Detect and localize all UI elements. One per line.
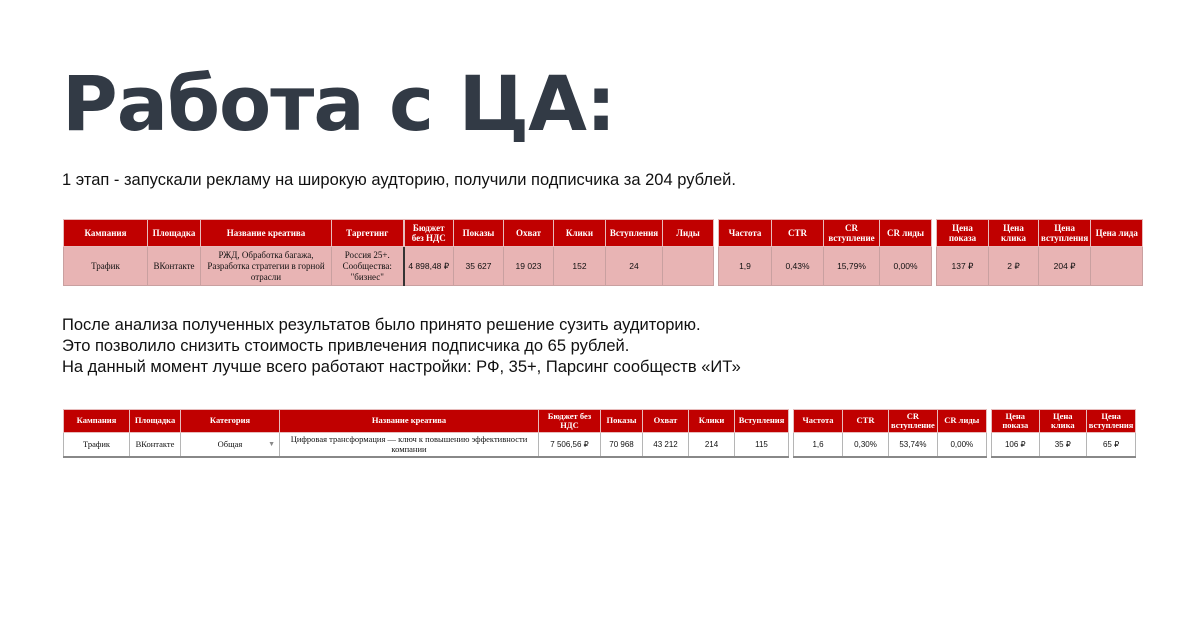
table-header-row <box>991 410 1136 433</box>
header-cell: CR вступление <box>889 410 938 433</box>
header-cell: Клики <box>689 410 735 433</box>
header-cell: Вступления <box>606 220 663 247</box>
header-cell: Площадка <box>130 410 181 433</box>
cell-joins: 115 <box>735 433 789 458</box>
header-cell: Площадка <box>148 220 201 247</box>
results-table-stage-1 <box>63 219 1143 286</box>
header-cell: Таргетинг <box>332 220 404 247</box>
header-cell: Название креатива <box>201 220 332 247</box>
cell-platform: ВКонтакте <box>130 433 181 458</box>
table-row <box>794 433 987 458</box>
header-cell: Категория <box>181 410 280 433</box>
header-cell: CR вступление <box>824 220 880 247</box>
header-cell: Цена вступления <box>1039 220 1091 247</box>
cell-cost-join: 204 ₽ <box>1039 247 1091 286</box>
page-title: Работа с ЦА: <box>62 59 616 148</box>
cell-budget: 4 898,48 ₽ <box>404 247 454 286</box>
header-cell: Охват <box>643 410 689 433</box>
analysis-paragraph <box>62 315 741 378</box>
cell-cr-leads: 0,00% <box>937 433 986 458</box>
category-dropdown[interactable] <box>181 433 280 458</box>
cell-campaign: Трафик <box>64 433 130 458</box>
table-header-row <box>64 220 714 247</box>
table-header-row <box>64 410 789 433</box>
table-row <box>937 247 1143 286</box>
category-value: Общая <box>217 438 243 449</box>
header-cell: Частота <box>719 220 772 247</box>
header-cell: Бюджет без НДС <box>539 410 601 433</box>
header-cell: Бюджет без НДС <box>404 220 454 247</box>
cell-reach: 43 212 <box>643 433 689 458</box>
cell-leads <box>663 247 714 286</box>
table-row <box>991 433 1136 458</box>
table-row <box>64 247 714 286</box>
cell-cost-click: 35 ₽ <box>1039 433 1086 458</box>
cell-impressions: 35 627 <box>454 247 504 286</box>
header-cell: Цена вступления <box>1086 410 1136 433</box>
header-cell: Клики <box>554 220 606 247</box>
cell-ctr: 0,43% <box>772 247 824 286</box>
header-cell: Вступления <box>735 410 789 433</box>
cell-creative: Цифровая трансформация — ключ к повышению эффективности компании <box>280 433 539 458</box>
cell-clicks: 152 <box>554 247 606 286</box>
table-row <box>64 433 789 458</box>
header-cell: CTR <box>772 220 824 247</box>
header-cell: Показы <box>601 410 643 433</box>
header-cell: CTR <box>843 410 889 433</box>
header-cell: Лиды <box>663 220 714 247</box>
results-table-stage-2 <box>63 409 1136 458</box>
cell-cr-joins: 15,79% <box>824 247 880 286</box>
header-cell: CR лиды <box>880 220 932 247</box>
header-cell: Охват <box>504 220 554 247</box>
cell-ctr: 0,30% <box>843 433 889 458</box>
analysis-line: Это позволило снизить стоимость привлечения подписчика до 65 рублей. <box>62 337 630 355</box>
header-cell: Название креатива <box>280 410 539 433</box>
cell-joins: 24 <box>606 247 663 286</box>
table1-group2 <box>718 219 932 286</box>
table2-group2 <box>793 409 987 458</box>
cell-creative: РЖД, Обработка багажа, Разработка стратегии в горной отрасли <box>201 247 332 286</box>
lead-text: 1 этап - запускали рекламу на широкую аудторию, получили подписчика за 204 рублей. <box>62 171 736 189</box>
table1-group1 <box>63 219 714 286</box>
header-cell: Частота <box>794 410 843 433</box>
cell-cost-join: 65 ₽ <box>1086 433 1136 458</box>
cell-frequency: 1,6 <box>794 433 843 458</box>
cell-platform: ВКонтакте <box>148 247 201 286</box>
header-cell: Цена клика <box>989 220 1039 247</box>
cell-cost-click: 2 ₽ <box>989 247 1039 286</box>
chevron-down-icon: ▼ <box>268 440 275 448</box>
header-cell: Цена клика <box>1039 410 1086 433</box>
cell-impressions: 70 968 <box>601 433 643 458</box>
cell-cost-lead <box>1091 247 1143 286</box>
header-cell: Кампания <box>64 410 130 433</box>
cell-cr-leads: 0,00% <box>880 247 932 286</box>
header-cell: Цена лида <box>1091 220 1143 247</box>
header-cell: Показы <box>454 220 504 247</box>
cell-clicks: 214 <box>689 433 735 458</box>
header-cell: Кампания <box>64 220 148 247</box>
analysis-line: После анализа полученных результатов было принято решение сузить аудиторию. <box>62 316 701 334</box>
table1-group3 <box>936 219 1143 286</box>
header-cell: Цена показа <box>991 410 1039 433</box>
cell-budget: 7 506,56 ₽ <box>539 433 601 458</box>
table-header-row <box>719 220 932 247</box>
table2-group1 <box>63 409 789 458</box>
table2-group3 <box>991 409 1137 458</box>
cell-reach: 19 023 <box>504 247 554 286</box>
cell-cr-joins: 53,74% <box>889 433 938 458</box>
cell-cost-impression: 106 ₽ <box>991 433 1039 458</box>
table-header-row <box>937 220 1143 247</box>
analysis-line: На данный момент лучше всего работают настройки: РФ, 35+, Парсинг сообществ «ИТ» <box>62 358 741 376</box>
table-header-row <box>794 410 987 433</box>
header-cell: CR лиды <box>937 410 986 433</box>
cell-frequency: 1,9 <box>719 247 772 286</box>
header-cell: Цена показа <box>937 220 989 247</box>
cell-campaign: Трафик <box>64 247 148 286</box>
cell-targeting: Россия 25+. Сообщества: "бизнес" <box>332 247 404 286</box>
cell-cost-impression: 137 ₽ <box>937 247 989 286</box>
table-row <box>719 247 932 286</box>
